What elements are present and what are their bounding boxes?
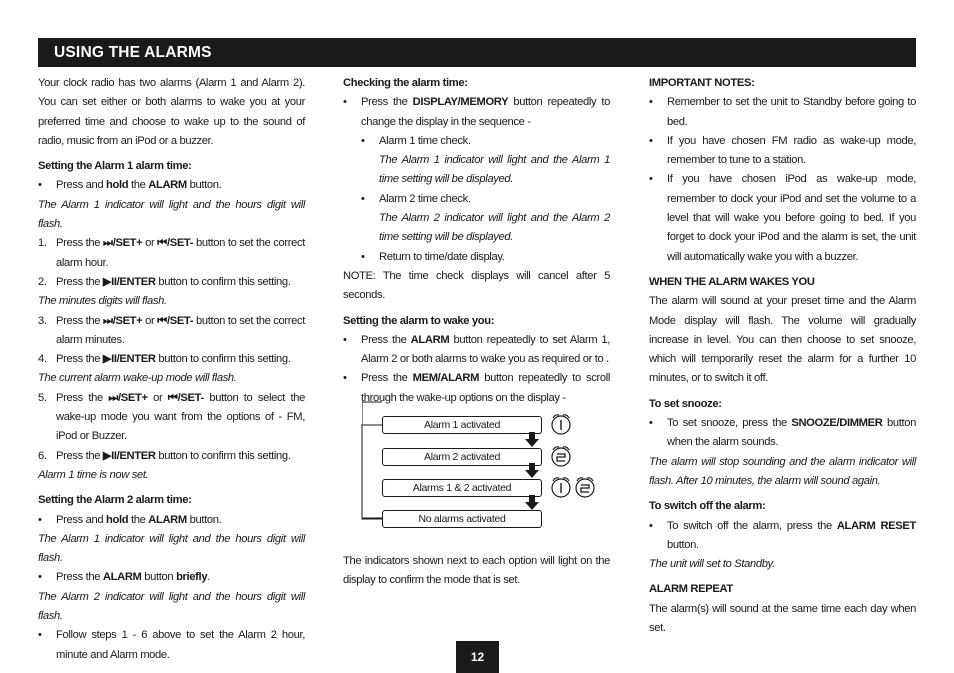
alarm2-clock-icon	[573, 475, 597, 499]
list-item: • Press the MEM/ALARM button repeatedly to scroll through the wake-up options on the display -	[343, 372, 610, 404]
alarm2-clock-icon	[549, 444, 573, 468]
note: The alarm will stop sounding and the alarm indicator will flash. After 10 minutes, the alarm will sound again.	[649, 455, 916, 487]
sub-list-item: • Alarm 1 time check.	[361, 134, 471, 147]
list-item: • To set snooze, press the SNOOZE/DIMMER button when the alarm sounds.	[649, 417, 917, 449]
step-3: 3. Press the ⏭/SET+ or ⏮/SET- button to set the correct alarm minutes.	[38, 314, 305, 346]
page-number: 12	[470, 650, 485, 664]
flow-box-alarm2: Alarm 2 activated	[382, 448, 542, 466]
list-item: • If you have chosen FM radio as wake-up mode, remember to tune to a station.	[649, 134, 916, 167]
loop-back-line	[361, 416, 385, 528]
down-arrow-icon	[525, 495, 539, 511]
sub-list-item: • Alarm 2 time check.	[361, 192, 471, 205]
list-item: • If you have chosen iPod as wake-up mode, remember to dock your iPod and set the volume to a level that will wake you before going to bed. If you forget to dock your iPod and the alarm is set, the unit will automatically wake you with a buzzer.	[649, 173, 916, 263]
heading-switch-off: To switch off the alarm:	[649, 500, 766, 513]
heading-alarm1: Setting the Alarm 1 alarm time:	[38, 160, 192, 173]
sub-list-item: • Return to time/date display.	[361, 250, 505, 263]
heading-important: IMPORTANT NOTES:	[649, 77, 755, 89]
step-6: 6. Press the ▶II/ENTER button to confirm this setting.	[38, 449, 291, 462]
note: The Alarm 1 indicator will light and the hours digit will flash.	[38, 198, 305, 231]
flow-box-alarm1: Alarm 1 activated	[382, 416, 542, 434]
heading-wakes: WHEN THE ALARM WAKES YOU	[649, 275, 815, 288]
repeat-paragraph: The alarm(s) will sound at the same time each day when set.	[649, 602, 916, 635]
heading-alarm2: Setting the Alarm 2 alarm time:	[38, 494, 192, 507]
alarm1-clock-icon	[549, 412, 573, 436]
step-5: 5. Press the ⏭/SET+ or ⏮/SET- button to select the wake-up mode you want from the options of - FM, iPod or Buzzer.	[38, 391, 306, 443]
note: Alarm 1 time is now set.	[38, 468, 149, 481]
note: The Alarm 2 indicator will light and the hours digit will flash.	[38, 590, 305, 623]
step-4: 4. Press the ▶II/ENTER button to confirm this setting.	[38, 353, 291, 366]
column-left	[38, 74, 305, 665]
heading-snooze: To set snooze:	[649, 397, 722, 410]
list-item: • Press the ALARM button repeatedly to set Alarm 1, Alarm 2 or both alarms to wake you as required or to .	[343, 333, 610, 366]
note: The current alarm wake-up mode will flash.	[38, 372, 237, 385]
list-item: • Follow steps 1 - 6 above to set the Alarm 2 hour, minute and Alarm mode.	[38, 629, 305, 661]
list-item: • Press the DISPLAY/MEMORY button repeatedly to change the display in the sequence -	[343, 96, 611, 128]
down-arrow-icon	[525, 432, 539, 448]
heading-wake: Setting the alarm to wake you:	[343, 314, 495, 327]
wakes-paragraph: The alarm will sound at your preset time and the Alarm Mode display will flash. The volume will gradually increase in level. You can then choose to set snooze, which will temporarily reset the alarm for a further 10 minutes, or to switch it off.	[649, 295, 916, 385]
list-item: • Press and hold the ALARM button.	[38, 513, 222, 526]
note: The Alarm 1 indicator will light and the Alarm 1 time setting will be displayed.	[379, 154, 610, 186]
note: The Alarm 1 indicator will light and the hours digit will flash.	[38, 532, 305, 565]
step-2: 2. Press the ▶II/ENTER button to confirm this setting.	[38, 275, 291, 288]
note: The minutes digits will flash.	[38, 295, 167, 308]
alarm1-clock-icon	[549, 475, 573, 499]
column-middle	[343, 74, 610, 408]
down-arrow-icon	[525, 463, 539, 479]
step-1: 1. Press the ⏭/SET+ or ⏮/SET- button to set the correct alarm hour.	[38, 237, 305, 269]
column-right	[649, 74, 916, 638]
list-item: • To switch off the alarm, press the ALARM RESET button.	[649, 519, 916, 551]
list-item: • Press the ALARM button briefly.	[38, 571, 210, 584]
list-item: • Remember to set the unit to Standby before going to bed.	[649, 96, 916, 128]
note: The Alarm 2 indicator will light and the Alarm 2 time setting will be displayed.	[379, 212, 610, 244]
heading-repeat: ALARM REPEAT	[649, 583, 733, 596]
section-header-bar	[38, 38, 916, 67]
intro-paragraph: Your clock radio has two alarms (Alarm 1 and Alarm 2). You can set either or both alarms to wake you at your preferred time and choose to wake up to the sound of radio, music from an iPod or a buzzer.	[38, 77, 305, 147]
flow-box-none: No alarms activated	[382, 510, 542, 528]
heading-checking: Checking the alarm time:	[343, 77, 468, 89]
section-title: USING THE ALARMS	[54, 44, 212, 61]
page-number-tab	[456, 641, 499, 673]
note: The unit will set to Standby.	[649, 558, 775, 571]
flow-box-both: Alarms 1 & 2 activated	[382, 479, 542, 497]
note-timeout: NOTE: The time check displays will cancel after 5 seconds.	[343, 269, 610, 302]
list-item: • Press and hold the ALARM button.	[38, 179, 222, 192]
flow-explanation: The indicators shown next to each option will light on the display to confirm the mode that is set.	[343, 555, 610, 587]
